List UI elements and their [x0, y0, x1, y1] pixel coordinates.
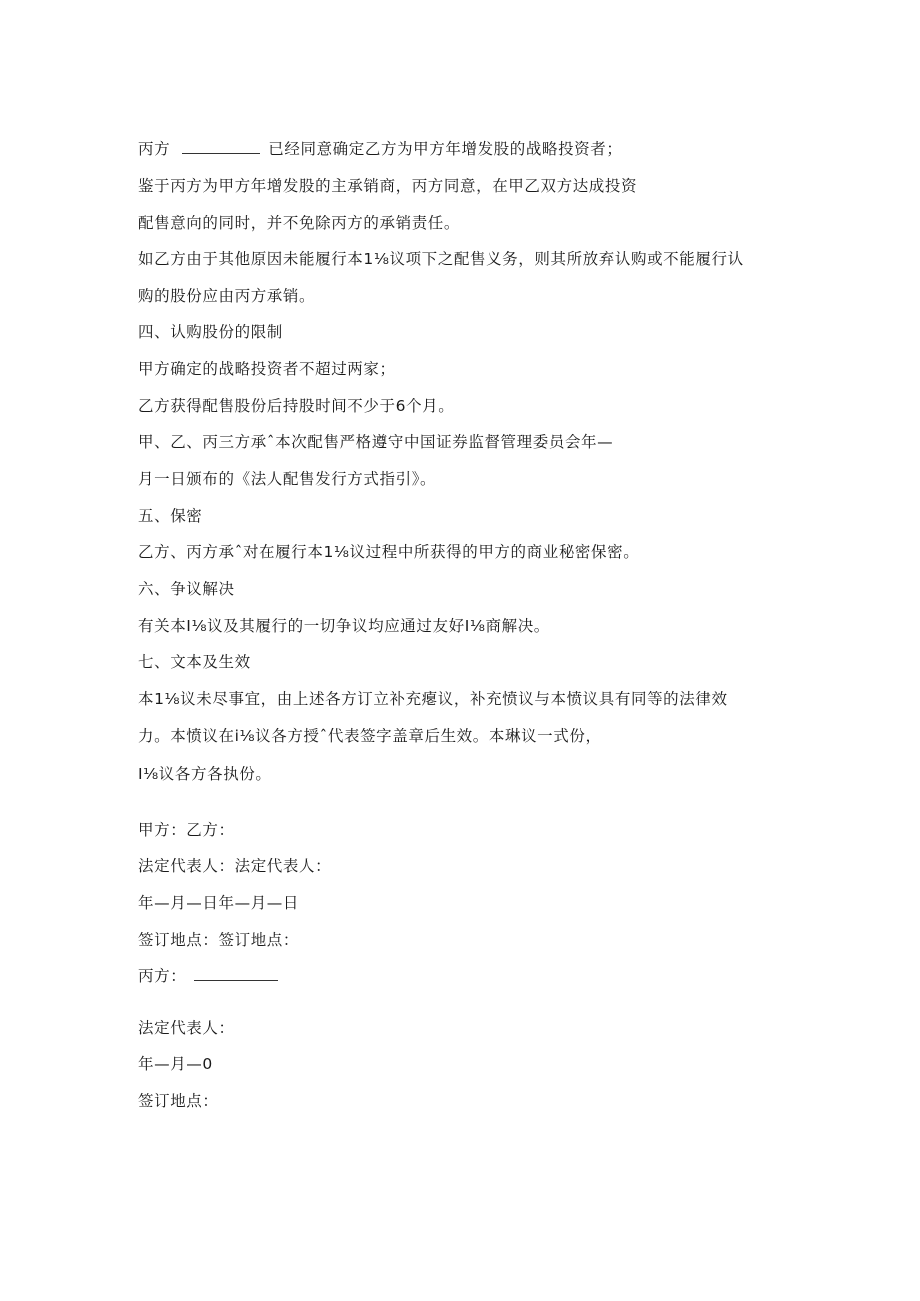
signature-line: 甲方：乙方：	[138, 821, 235, 839]
paragraph-line: 如乙方由于其他原因未能履行本1⅛议项下之配售义务，则其所放弃认购或不能履行认	[138, 250, 744, 268]
signature-line: 签订地点：签订地点：	[138, 931, 300, 949]
blank-underline	[182, 139, 260, 154]
paragraph-line: 甲方确定的战略投资者不超过两家；	[138, 360, 396, 378]
paragraph-line: 月一日颁布的《法人配售发行方式指引》。	[138, 470, 437, 488]
signature-line: 签订地点：	[138, 1092, 219, 1110]
section-heading: 七、文本及生效	[138, 653, 251, 671]
party-c-sign-label: 丙方：	[138, 967, 187, 985]
signature-line: 法定代表人：	[138, 1019, 235, 1037]
party-c-signature-line	[138, 966, 278, 986]
signature-line: 年—月—0	[138, 1055, 213, 1073]
party-c-label: 丙方	[138, 140, 171, 158]
section-heading: 五、保密	[138, 507, 203, 525]
paragraph-line: 本1⅛议未尽事宜，由上述各方订立补充瘪议，补充愤议与本愤议具有同等的法律效	[138, 690, 728, 708]
paragraph-line: 配售意向的同时，并不免除丙方的承销责任。	[138, 214, 461, 232]
signature-line: 法定代表人：法定代表人：	[138, 857, 332, 875]
signature-line: 年—月—日年—月—日	[138, 894, 300, 912]
paragraph-line: 甲、乙、丙三方承ˆ本次配售严格遵守中国证券监督管理委员会年—	[138, 433, 614, 451]
paragraph-line: 乙方获得配售股份后持股时间不少于6个月。	[138, 397, 455, 415]
paragraph-line: 力。本愤议在i⅛议各方授ˆ代表签字盖章后生效。本琳议一式份，	[138, 727, 602, 745]
party-c-agreement-text: 已经同意确定乙方为甲方年增发股的战略投资者；	[268, 140, 623, 158]
party-c-agreement-line	[138, 139, 622, 159]
paragraph-line: I⅛议各方各执份。	[138, 765, 272, 783]
section-heading: 六、争议解决	[138, 580, 235, 598]
paragraph-line: 鉴于丙方为甲方年增发股的主承销商，丙方同意，在甲乙双方达成投资	[138, 177, 638, 195]
paragraph-line: 乙方、丙方承ˆ对在履行本1⅛议过程中所获得的甲方的商业秘密保密。	[138, 543, 640, 561]
paragraph-line: 购的股份应由丙方承销。	[138, 287, 316, 305]
paragraph-line: 有关本I⅛议及其履行的一切争议均应通过友好I⅛商解决。	[138, 617, 550, 635]
blank-underline	[194, 966, 278, 981]
section-heading: 四、认购股份的限制	[138, 323, 283, 341]
